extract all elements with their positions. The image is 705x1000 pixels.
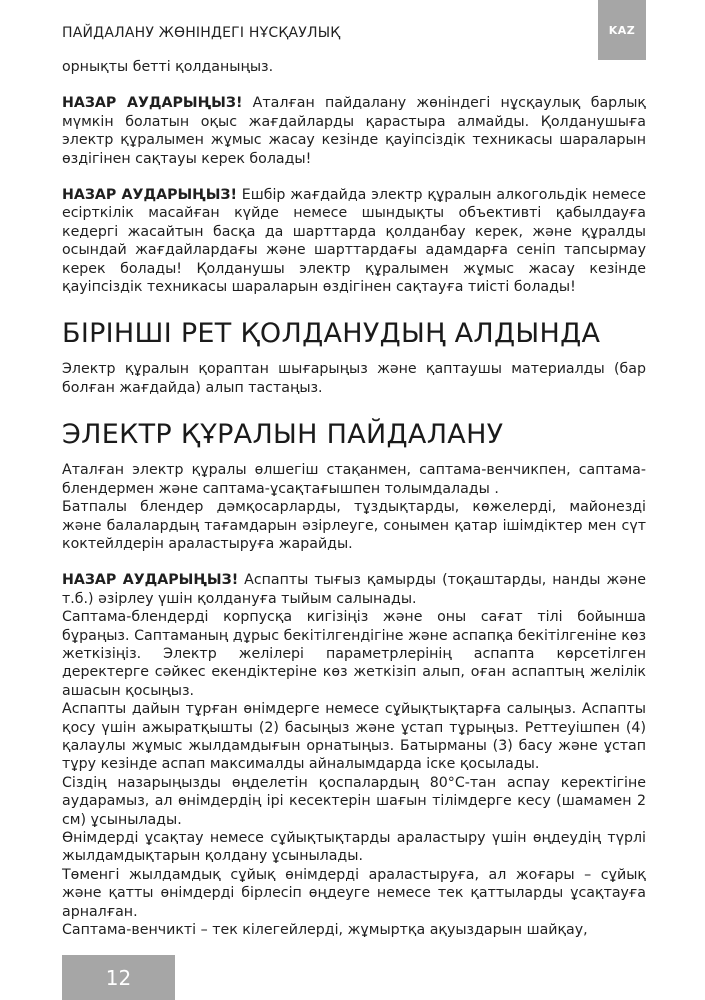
document-header-title: ПАЙДАЛАНУ ЖӨНІНДЕГІ НҰСҚАУЛЫҚ [62,25,341,41]
usage-paragraph: Саптама-блендерді корпусқа кигізіңіз және оны сағат тілі бойынша бұраңыз. Саптаманың дұрыс бекітілгендігіне және аспапқа бекітілгеніне көз жеткізіңіз. Электр желілері параметрлерінің аспапта көрсетілген деректерге сәйкес екендіктеріне көз жеткізіп алып, оған аспаптың желілік ашасын қосыңыз. [62,609,646,699]
warning-label: НАЗАР АУДАРЫҢЫЗ! [62,187,237,204]
warning-text: Аспапты тығыз қамырды (тоқаштарды, нанды және т.б.) әзірлеу үшін қолдануға тыйым салынады. [62,572,647,607]
language-badge: KAZ [598,0,646,60]
usage-paragraph: Аспапты дайын тұрған өнімдерге немесе сұйықтықтарға салыңыз. Аспапты қосу үшін ажыратқышты (2) басыңыз және ұстап тұрыңыз. Реттеуішпен (4) қалаулы жұмыс жылдамдығын орнатыңыз. Батырманы (3) басу және ұстап тұру кезінде аспап максималды айналымдарда іске қосылады. [62,701,646,773]
section-heading-usage: ЭЛЕКТР ҚҰРАЛЫН ПАЙДАЛАНУ [62,419,504,451]
usage-paragraph: Саптама-венчикті – тек кілегейлерді, жұмыртқа ақуыздарын шайқау, [62,922,588,939]
warning-paragraph-1 [62,94,646,168]
warning-label: НАЗАР АУДАРЫҢЫЗ! [62,95,243,112]
usage-paragraph: Төменгі жылдамдық сұйық өнімдерді араластыруға, ал жоғары – сұйық және қатты өнімдерді бірлесіп өңдеуге немесе тек қаттыларды ұсақтауға арналған. [62,866,646,920]
section-text-before-first-use: Электр құралын қораптан шығарыңыз және қаптаушы материалды (бар болған жағдайда) алып тастаңыз. [62,361,646,396]
warning-text: Ешбір жағдайда электр құралын алкогольдік немесе есірткілік масайған күйде немесе шындықты объективті қабылдауға кедергі жасайтын басқа да шарттарда қолданбау керек, және құралды осындай жағдайлардағы және шарттардағы адамдарға сеніп тапсырмау керек болады! Қолданушы электр құралымен жұмыс жасау кезінде қауіпсіздік техникасы шараларын өздігінен сақтауға тиісті болады! [62,187,647,296]
page-number: 12 [62,955,175,1000]
usage-paragraph: Аталған электр құралы өлшегіш стақанмен, саптама-венчикпен, саптама-блендермен және саптама-ұсақтағышпен толымдалады . [62,462,646,497]
warning-paragraph-2 [62,186,646,296]
usage-paragraph: Батпалы блендер дәмқосарларды, тұздықтарды, көжелерді, майонезді және балалардың тағамдарын әзірлеуге, сонымен қатар ішімдіктер мен сүт коктейлдерін араластыруға жарайды. [62,499,646,552]
paragraph-continued: орнықты бетті қолданыңыз. [62,59,274,75]
warning-label: НАЗАР АУДАРЫҢЫЗ! [62,572,239,589]
warning-text: Аталған пайдалану жөніндегі нұсқаулық барлық мүмкін болатын оқыс жағдайларды қарастыра алмайды. Қолданушыға электр құралымен жұмыс жасау кезінде қауіпсіздік техникасы шараларын өздігінен сақтауы керек болады! [62,95,646,167]
page-content [62,58,646,939]
section-heading-before-first-use: БІРІНШІ РЕТ ҚОЛДАНУДЫҢ АЛДЫНДА [62,318,601,350]
usage-paragraph: Сіздің назарыңызды өңделетін қоспалардың 80°С-тан аспау керектігіне аударамыз, ал өнімдердің ірі кесектерін шағын тілімдерге кесу (шамамен 2 см) ұсынылады. [62,774,646,828]
usage-paragraph: Өнімдерді ұсақтау немесе сұйықтықтарды араластыру үшін өңдеудің түрлі жылдамдықтарын қолдану ұсынылады. [62,830,646,865]
warning-paragraph-3 [62,571,646,608]
